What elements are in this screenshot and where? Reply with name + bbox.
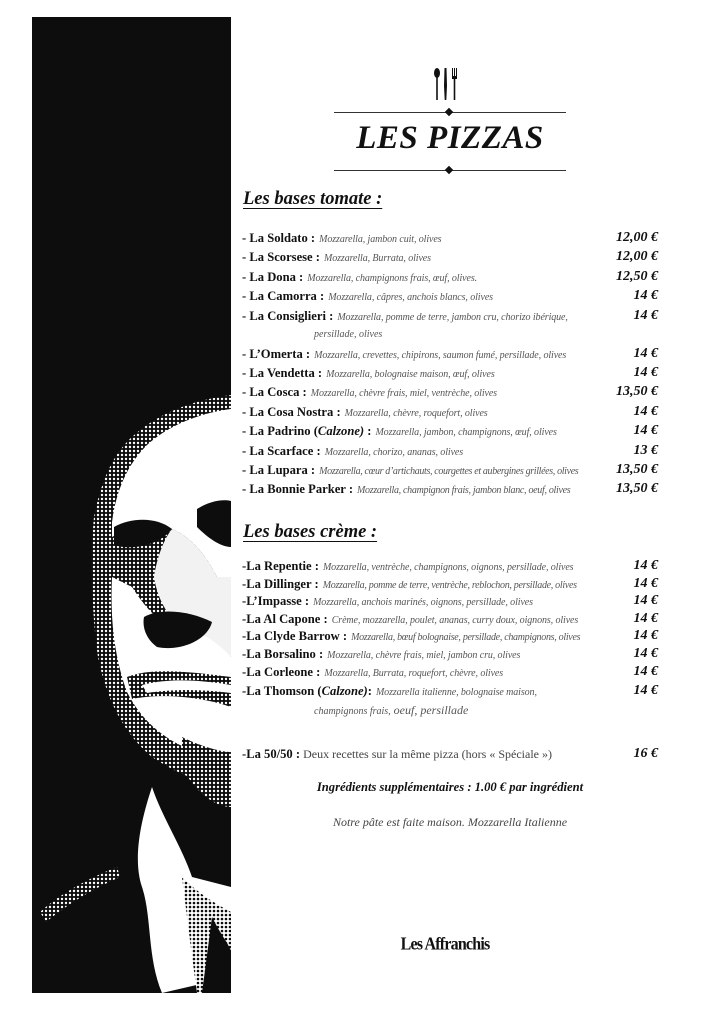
item-description: Mozzarella italienne, bolognaise maison, bbox=[375, 687, 537, 699]
item-name-calzone: Calzone) bbox=[317, 424, 365, 439]
menu-item bbox=[242, 610, 658, 628]
item-name: - L’Omerta : bbox=[242, 346, 311, 361]
menu-item bbox=[242, 228, 658, 247]
item-price: 14 € bbox=[633, 683, 658, 699]
menu-item bbox=[242, 627, 658, 645]
menu-item bbox=[242, 575, 658, 593]
item-description-part: champignons frais, bbox=[314, 705, 391, 717]
item-description: Crème, mozzarella, poulet, ananas, curry doux, oignons, olives bbox=[331, 614, 579, 626]
item-name bbox=[242, 684, 372, 698]
item-description: Mozzarella, champignons frais, œuf, olives. bbox=[307, 272, 478, 284]
item-price: 12,00 € bbox=[616, 230, 658, 245]
item-description: Mozzarella, chèvre, roquefort, olives bbox=[344, 407, 488, 419]
item-name: - La Soldato : bbox=[242, 231, 316, 245]
item-name: -La Borsalino : bbox=[242, 646, 324, 661]
item-name-colon: : bbox=[364, 424, 372, 439]
item-price: 14 € bbox=[633, 628, 658, 644]
page-title: LES PIZZAS bbox=[356, 120, 544, 156]
divider-top bbox=[334, 112, 566, 113]
item-description: Mozzarella, chèvre frais, miel, jambon cru, olives bbox=[327, 649, 521, 661]
item-price: 12,50 € bbox=[616, 268, 658, 284]
menu-item bbox=[242, 363, 658, 382]
item-description-part: oeuf, persillade bbox=[390, 702, 469, 717]
menu-item bbox=[242, 441, 658, 460]
house-dough-note: Notre pâte est faite maison. Mozzarella Italienne bbox=[332, 815, 568, 829]
menu-item bbox=[242, 592, 658, 610]
item-price: 14 € bbox=[633, 558, 658, 573]
item-name: - La Cosa Nostra : bbox=[242, 404, 341, 419]
halftone-portrait-graphic bbox=[32, 17, 231, 993]
menu-item bbox=[242, 247, 658, 266]
item-description: Mozzarella, pomme de terre, ventrèche, reblochon, persillade, olives bbox=[322, 579, 577, 591]
item-name: - La Camorra : bbox=[242, 289, 325, 304]
menu-item bbox=[242, 421, 658, 440]
item-name: - La Dona : bbox=[242, 269, 304, 284]
menu-item-special bbox=[242, 744, 658, 764]
section-title-tomate: Les bases tomate : bbox=[243, 189, 383, 209]
restaurant-brand: Les Affranchis bbox=[400, 934, 490, 955]
item-description: Mozzarella, anchois marinés, oignons, persillade, olives bbox=[313, 597, 533, 609]
item-name: - La Vendetta : bbox=[242, 365, 323, 380]
portrait-image bbox=[32, 17, 231, 993]
item-description: Mozzarella, cœur d’artichauts, courgettes et aubergines grillées, olives bbox=[319, 465, 579, 477]
menu-item bbox=[242, 557, 658, 575]
item-name bbox=[242, 424, 371, 438]
item-description: Mozzarella, crevettes, chipirons, saumon fumé, persillade, olives bbox=[314, 349, 567, 361]
menu-item bbox=[242, 286, 658, 305]
menu-item bbox=[242, 402, 658, 421]
menu-item bbox=[242, 682, 658, 716]
menu-item bbox=[242, 267, 658, 286]
item-price: 14 € bbox=[633, 663, 658, 679]
item-price: 14 € bbox=[633, 307, 658, 323]
item-name-calzone: Calzone) bbox=[321, 684, 368, 699]
item-name: - La Bonnie Parker : bbox=[242, 482, 354, 497]
item-description: Mozzarella, pomme de terre, jambon cru, chorizo ibérique, bbox=[337, 311, 568, 323]
extra-ingredients-note: Ingrédients supplémentaires : 1.00 € par ingrédient bbox=[316, 780, 584, 794]
item-price: 16 € bbox=[633, 746, 658, 761]
item-price: 12,00 € bbox=[616, 249, 658, 265]
item-name: -La Corleone : bbox=[242, 664, 321, 679]
menu-header bbox=[334, 62, 566, 174]
item-name: - La Scorsese : bbox=[242, 250, 320, 265]
item-name: - La Lupara : bbox=[242, 462, 316, 477]
item-name: -La Dillinger : bbox=[242, 576, 319, 591]
item-price: 14 € bbox=[633, 403, 658, 419]
divider-bottom bbox=[334, 170, 566, 171]
item-description: Mozzarella, ventrèche, champignons, oignons, persillade, olives bbox=[322, 562, 574, 573]
item-price: 13 € bbox=[633, 442, 658, 458]
item-name: - La Consiglieri : bbox=[242, 308, 334, 323]
item-name: -La Clyde Barrow : bbox=[242, 629, 348, 644]
item-description: Mozzarella, champignon frais, jambon blanc, oeuf, olives bbox=[357, 485, 571, 497]
item-price: 14 € bbox=[633, 575, 658, 591]
item-price: 13,50 € bbox=[616, 481, 658, 497]
item-name: -L’Impasse : bbox=[242, 594, 310, 609]
item-description-continued bbox=[242, 702, 658, 720]
item-description: Mozzarella, Burrata, olives bbox=[324, 253, 431, 265]
item-description: Deux recettes sur la même pizza (hors « Spéciale ») bbox=[300, 747, 552, 761]
item-name: -La Al Capone : bbox=[242, 611, 328, 626]
item-description: Mozzarella, jambon cuit, olives bbox=[319, 234, 442, 245]
menu-item bbox=[242, 344, 658, 363]
menu-item bbox=[242, 479, 658, 498]
menu-item bbox=[242, 306, 658, 344]
item-description: Mozzarella, chèvre frais, miel, ventrèche, olives bbox=[310, 388, 497, 400]
item-price: 13,50 € bbox=[616, 384, 658, 400]
item-description: Mozzarella, bœuf bolognaise, persillade, champignons, olives bbox=[351, 632, 581, 644]
item-description: Mozzarella, bolognaise maison, œuf, olives bbox=[326, 368, 495, 380]
item-name-main: - La Padrino ( bbox=[242, 424, 318, 439]
item-description-continued: persillade, olives bbox=[314, 328, 383, 340]
item-name: - La Cosca : bbox=[242, 385, 307, 400]
item-name: -La 50/50 : bbox=[242, 747, 301, 761]
item-price: 14 € bbox=[633, 610, 658, 626]
item-description: Mozzarella, chorizo, ananas, olives bbox=[324, 446, 464, 458]
item-price: 14 € bbox=[633, 288, 658, 304]
item-name: -La Repentie : bbox=[242, 559, 319, 573]
item-price: 14 € bbox=[633, 593, 658, 609]
menu-item bbox=[242, 663, 658, 681]
item-name: - La Scarface : bbox=[242, 443, 321, 458]
menu-list-tomate bbox=[242, 228, 658, 499]
item-name-colon: : bbox=[367, 684, 372, 699]
item-description: Mozzarella, jambon, champignons, œuf, olives bbox=[375, 427, 557, 439]
menu-item bbox=[242, 645, 658, 663]
item-price: 14 € bbox=[633, 345, 658, 361]
item-price: 14 € bbox=[633, 423, 658, 439]
menu-item bbox=[242, 460, 658, 479]
item-price: 13,50 € bbox=[616, 461, 658, 477]
diamond-ornament-icon bbox=[445, 108, 453, 116]
diamond-ornament-icon bbox=[445, 166, 453, 174]
section-title-creme: Les bases crème : bbox=[243, 522, 378, 542]
item-name-main: -La Thomson ( bbox=[242, 684, 322, 699]
menu-list-creme bbox=[242, 557, 658, 716]
item-description: Mozzarella, câpres, anchois blancs, olives bbox=[328, 292, 493, 304]
cutlery-icon bbox=[432, 66, 462, 102]
item-price: 14 € bbox=[633, 645, 658, 661]
item-description: Mozzarella, Burrata, roquefort, chèvre, olives bbox=[324, 667, 504, 679]
item-price: 14 € bbox=[633, 364, 658, 380]
menu-item bbox=[242, 382, 658, 401]
